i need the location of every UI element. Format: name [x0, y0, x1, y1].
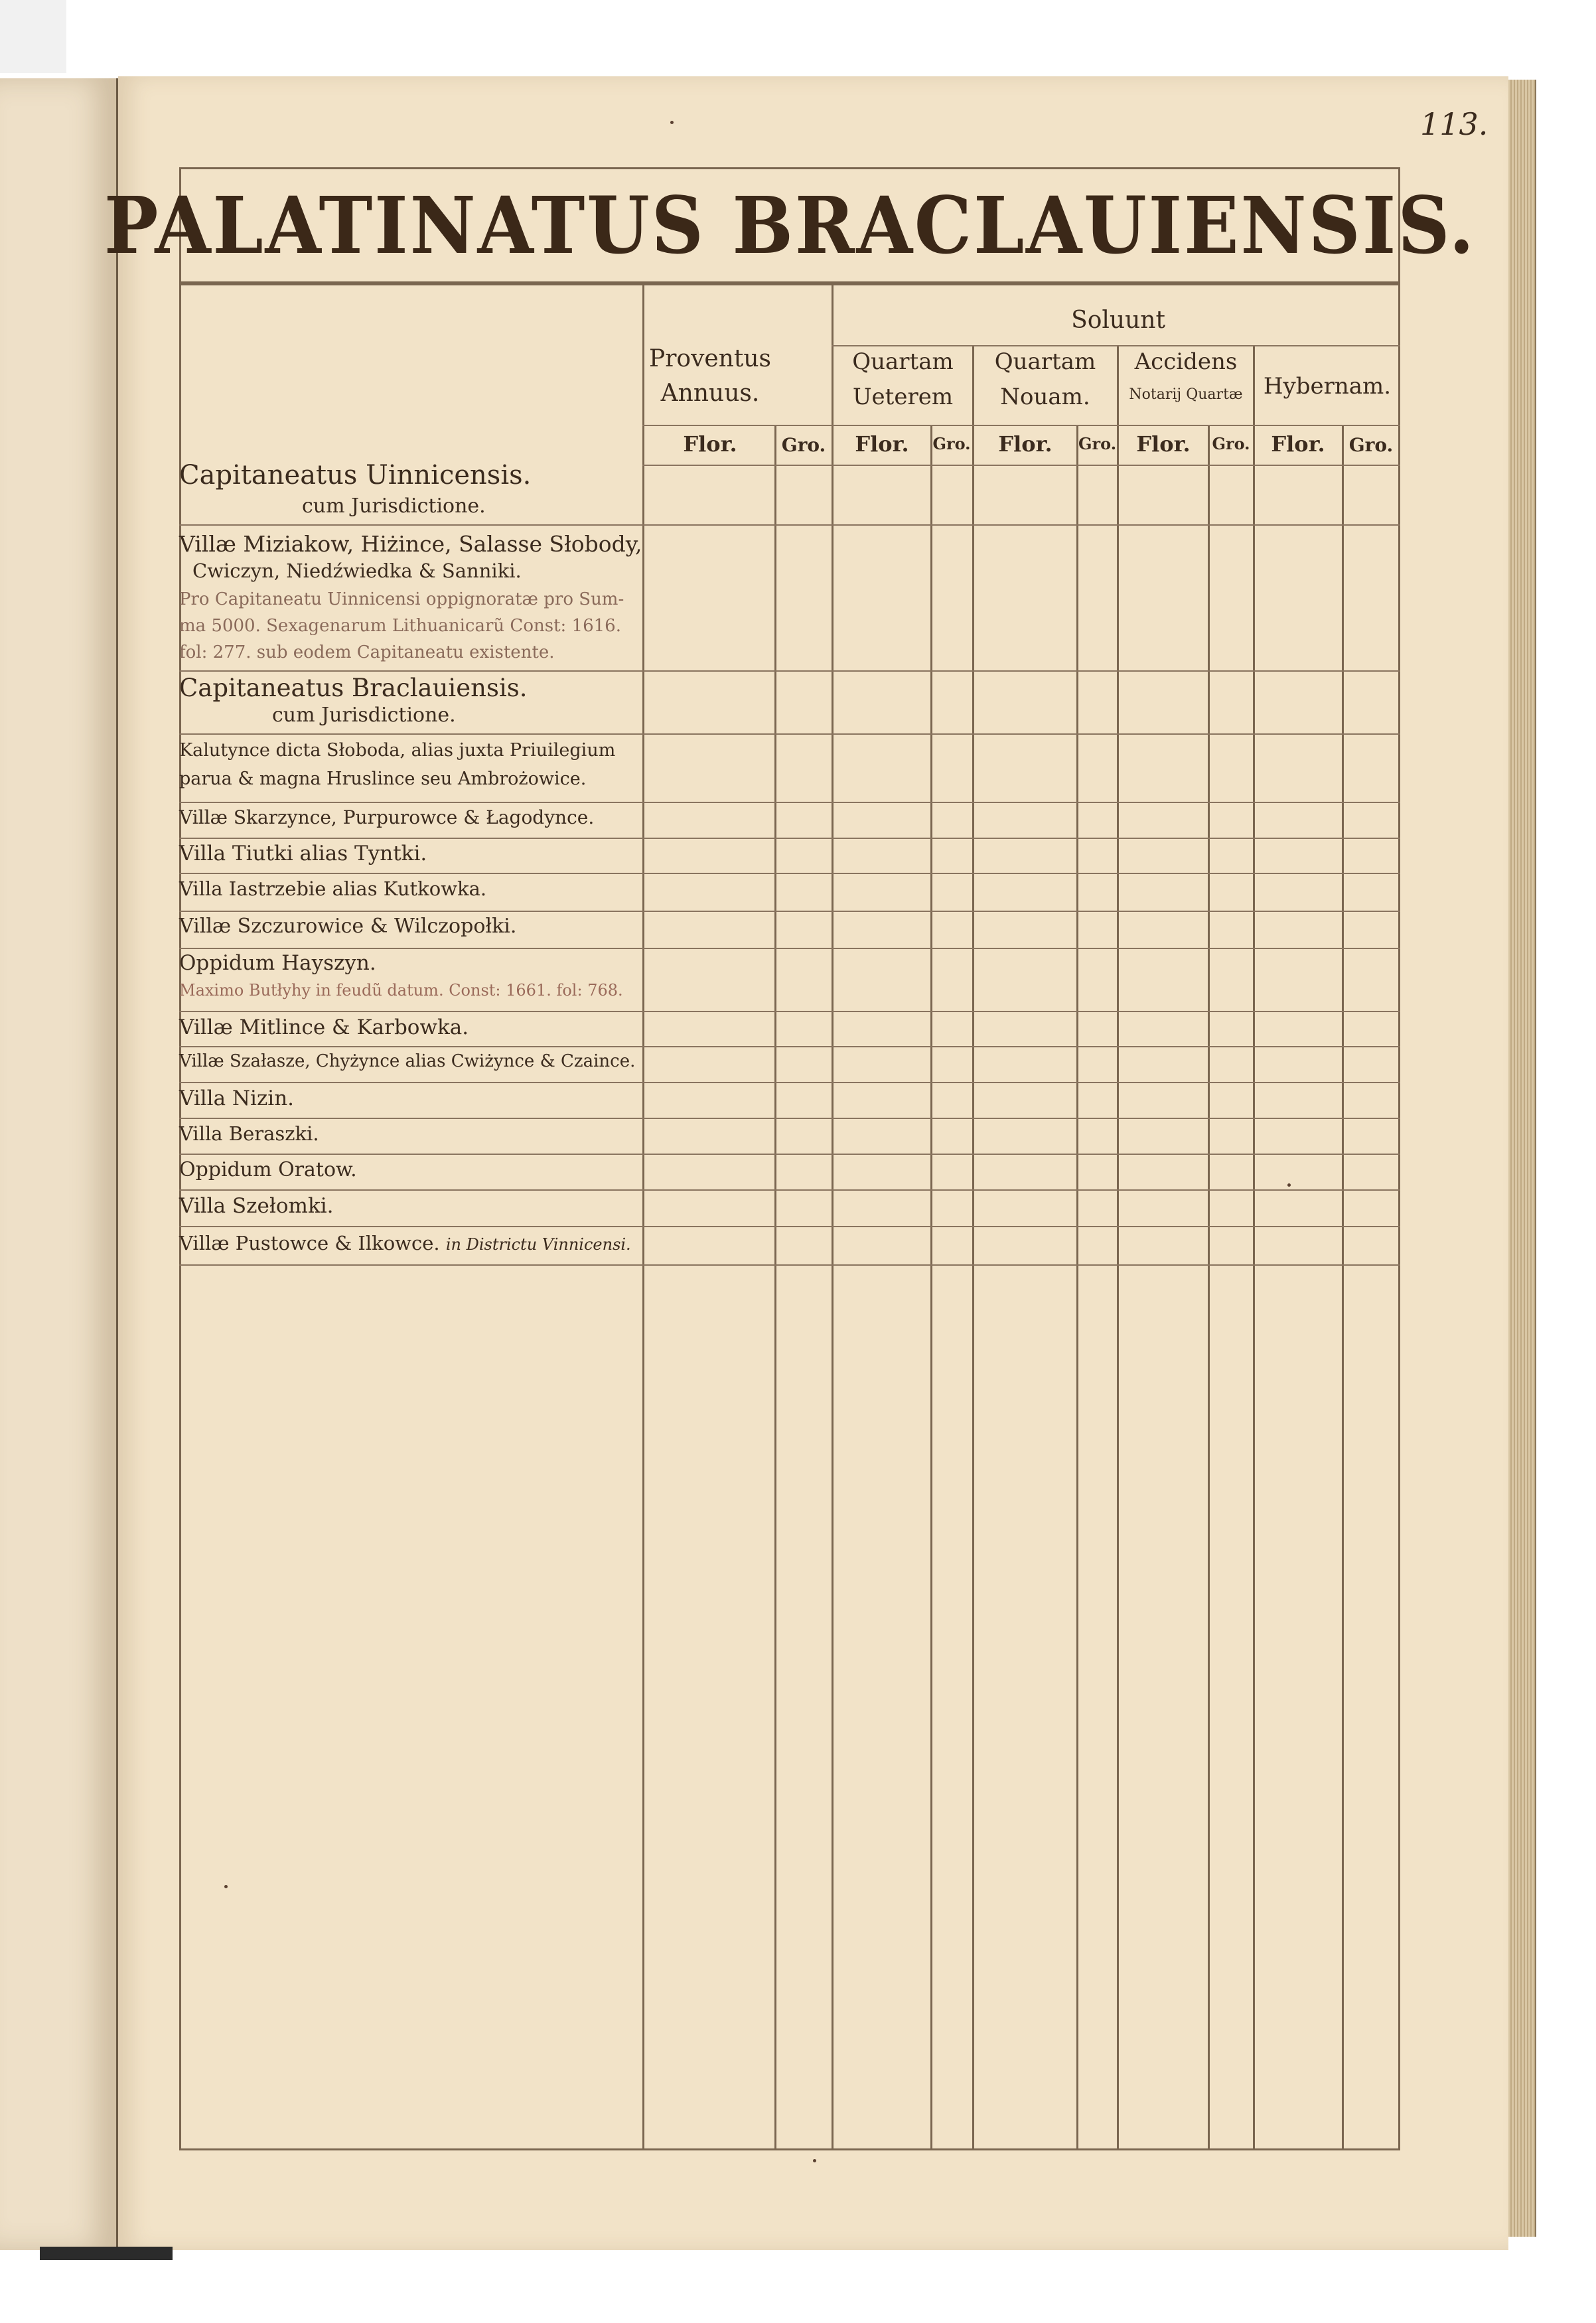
rule-v-qv [930, 425, 932, 2150]
col-proventus-gro: Gro. [781, 434, 826, 456]
row-rule [179, 1226, 1400, 1227]
row-rule [179, 838, 1400, 839]
rule-h-subheader [642, 425, 1400, 426]
entry-pustowce [179, 1232, 631, 1254]
title-box [104, 167, 1476, 283]
ink-speck [1287, 1183, 1291, 1187]
row-rule [179, 670, 1400, 672]
col-qn-flor: Flor. [998, 431, 1052, 457]
entry-szalasze: Villæ Szałasze, Chyżynce alias Cwiżynce & Czaince. [179, 1051, 636, 1071]
entry-jurisdictione: cum Jurisdictione. [302, 494, 486, 518]
entry-mitlince: Villæ Mitlince & Karbowka. [179, 1015, 469, 1039]
header-accidens-1: Accidens [1134, 348, 1238, 375]
page-title: PALATINATUS BRACLAUIENSIS. [104, 179, 1476, 271]
note-oppignoratae: Pro Capitaneatu Uinnicensi oppignoratæ pro Sum- [179, 589, 624, 609]
row-rule [179, 1118, 1400, 1119]
rule-v-acc [1117, 345, 1119, 2150]
col-hyb-gro: Gro. [1348, 434, 1394, 456]
header-proventus-2: Annuus. [660, 380, 760, 407]
row-rule [179, 1046, 1400, 1047]
rule-v-hyb-gro [1342, 425, 1344, 2150]
col-acc-flor: Flor. [1136, 431, 1191, 457]
ink-speck [224, 1885, 228, 1888]
entry-tiutki: Villa Tiutki alias Tyntki. [179, 842, 427, 865]
entry-villae-miziakow: Villæ Miziakow, Hiżince, Salasse Słobody, [179, 531, 642, 557]
row-rule [179, 911, 1400, 912]
rule-v-proventus [774, 425, 776, 2150]
rule-v-place [642, 283, 644, 2150]
entry-kalutynce: Kalutynce dicta Słoboda, alias juxta Priuilegium [179, 740, 616, 761]
col-hyb-flor: Flor. [1271, 431, 1325, 457]
note-oppignoratae-3: fol: 277. sub eodem Capitaneatu existente. [179, 642, 555, 662]
note-butlyhy: Maximo Butłyhy in feudũ datum. Const: 1661. fol: 768. [179, 981, 623, 1000]
left-page-edge [0, 78, 118, 2250]
entry-iastrzebie: Villa Iastrzebie alias Kutkowka. [179, 877, 487, 900]
entry-capitaneatus-uinnicensis: Capitaneatus Uinnicensis. [179, 460, 532, 490]
entry-jurisdictione-2: cum Jurisdictione. [272, 704, 456, 727]
header-accidens-2: Notarij Quartæ [1129, 386, 1243, 403]
entry-nizin: Villa Nizin. [179, 1087, 295, 1110]
col-acc-gro: Gro. [1212, 434, 1250, 453]
book-spine [40, 2247, 173, 2260]
row-rule [179, 1011, 1400, 1012]
row-rule [179, 1264, 1400, 1266]
entry-capitaneatus-braclauiensis: Capitaneatus Braclauiensis. [179, 674, 528, 702]
rule-v-hyb [1253, 345, 1255, 2150]
header-quartam-novam-1: Quartam [994, 348, 1096, 375]
row-rule [179, 802, 1400, 803]
entry-pustowce-district: in Districtu Vinnicensi. [445, 1235, 631, 1254]
row-rule [179, 1154, 1400, 1155]
row-rule [179, 948, 1400, 949]
page-number: 113. [1420, 106, 1488, 142]
entry-villae-miziakow-2: Cwiczyn, Niedźwiedka & Sanniki. [192, 560, 522, 582]
scan-background [0, 0, 66, 73]
ink-speck [813, 2159, 816, 2162]
entry-beraszki: Villa Beraszki. [179, 1122, 319, 1145]
header-quartam-veterem-1: Quartam [852, 348, 954, 375]
note-oppignoratae-2: ma 5000. Sexagenarum Lithuanicarũ Const: 1616. [179, 616, 621, 636]
rule-v-acc-gro [1208, 425, 1210, 2150]
row-rule [179, 733, 1400, 735]
col-proventus-flor: Flor. [683, 431, 737, 457]
header-quartam-novam-2: Nouam. [1000, 384, 1090, 410]
header-proventus-1: Proventus [648, 345, 772, 372]
rule-v-solvunt [832, 283, 834, 2150]
entry-kalutynce-2: parua & magna Hruslince seu Ambrożowice. [179, 769, 587, 789]
rule-h-header-bottom [642, 465, 1400, 466]
col-qn-gro: Gro. [1078, 434, 1117, 453]
entry-szelomki: Villa Szełomki. [179, 1194, 334, 1218]
rule-v-qn [972, 345, 974, 2150]
row-rule [179, 873, 1400, 874]
entry-pustowce-text: Villæ Pustowce & Ilkowce. [179, 1232, 440, 1254]
ink-speck [670, 121, 674, 124]
col-qv-gro: Gro. [932, 434, 971, 453]
rule-v-qn-gro [1076, 425, 1078, 2150]
header-hybernam: Hybernam. [1263, 373, 1392, 400]
entry-oratow: Oppidum Oratow. [179, 1158, 357, 1181]
header-solvunt: Soluunt [1071, 307, 1165, 334]
rule-h-solvunt [832, 345, 1400, 346]
entry-skarzynce: Villæ Skarzynce, Purpurowce & Łagodynce. [179, 806, 595, 828]
row-rule [179, 1189, 1400, 1191]
row-rule [179, 524, 1400, 526]
entry-oppidum-hayszyn: Oppidum Hayszyn. [179, 951, 376, 975]
col-qv-flor: Flor. [855, 431, 909, 457]
row-rule [179, 1082, 1400, 1083]
page-edges [1508, 80, 1536, 2237]
entry-szczurowice: Villæ Szczurowice & Wilczopołki. [179, 915, 517, 938]
header-quartam-veterem-2: Ueterem [852, 384, 954, 410]
